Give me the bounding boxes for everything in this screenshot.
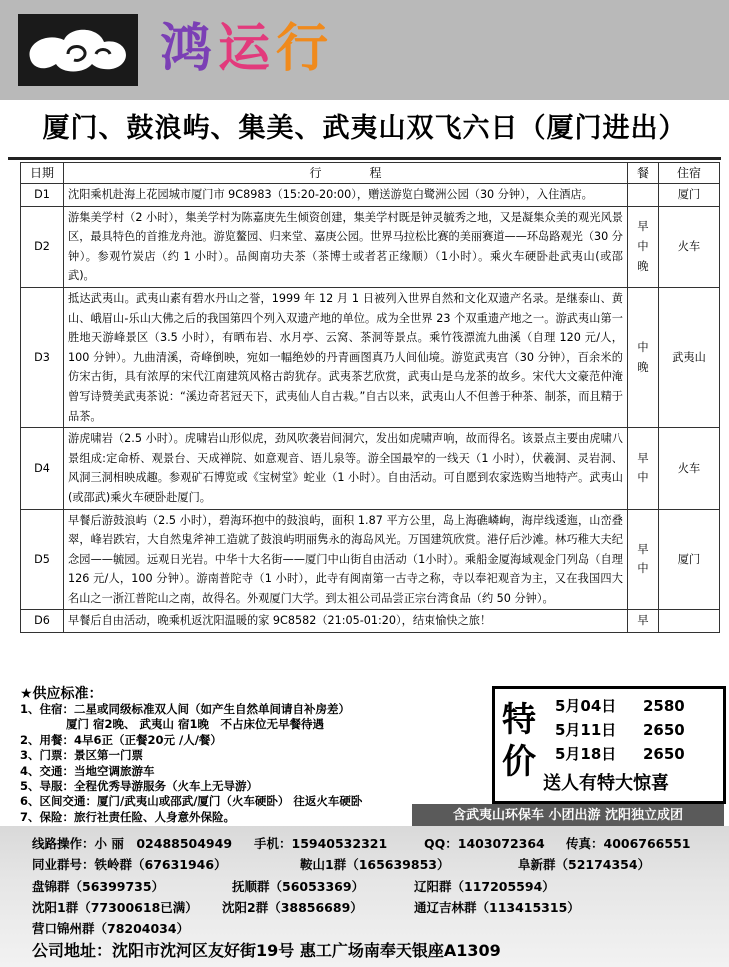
group-item: 盘锦群（56399735）	[32, 879, 165, 894]
stay-cell: 武夷山	[659, 287, 720, 427]
price-value: 2650	[643, 721, 685, 739]
desc-cell: 游集美学村（2 小时），集美学村为陈嘉庚先生倾资创建，集美学村既是钟灵毓秀之地，又是凝集众美的观光风景区，最具特色的首推龙舟池。游览鳌园、归来堂、嘉庚公园。世界马拉松比赛的美丽赛道——环岛路观光（30 分钟）。参观竹炭店（约 1 小时）。品闽南功夫茶（茶博士或者茗正缘顺）（1小时）。乘火车硬卧赴武夷山(或邵武)。	[64, 206, 628, 287]
header-stay: 住宿	[659, 163, 720, 184]
group-item: 沈阳1群（77300618已满）	[32, 900, 198, 915]
meal-cell	[628, 206, 659, 287]
supply-item: 5、导服：全程优秀导游服务（火车上无导游）	[20, 779, 258, 794]
group-item: 阜新群（52174354）	[518, 857, 651, 872]
table-row	[21, 287, 720, 427]
group-item: 抚顺群（56053369）	[232, 879, 365, 894]
meal-item: 早	[637, 220, 649, 234]
table-row	[21, 206, 720, 287]
brand-logo-text	[160, 10, 334, 88]
header-banner	[0, 0, 729, 100]
desc-cell: 早餐后游鼓浪屿（2.5 小时），碧海环抱中的鼓浪屿，面积 1.87 平方公里，岛上海礁嶙峋，海岸线逶迤，山峦叠翠，峰岩跌宕，大自然鬼斧神工造就了鼓浪屿明丽隽永的海岛风光。万国建筑欣赏。港仔后沙滩。林巧稚大夫纪念园——毓园。远观日光岩。中华十大名街——厦门中山街自由活动（1小时）。乘船金厦海域观金门列岛（自理 126 元/人，100 分钟）。游南普陀寺（1 小时），此寺有闽南第一古寺之称，寺以奉祀观音为主，又在我国四大名山之一浙江普陀山之南，故得名。外观厦门大学。到太祖公司品尝正宗台湾食品（约 50 分钟）。	[64, 509, 628, 610]
header-meal: 餐	[628, 163, 659, 184]
meal-cell	[628, 428, 659, 509]
table-row	[21, 184, 720, 207]
price-date: 5月18日	[555, 745, 617, 763]
group-item: 辽阳群（117205594）	[414, 879, 555, 894]
day-cell: D5	[21, 509, 64, 610]
meal-item: 晚	[637, 360, 649, 374]
supply-item: 4、交通：当地空调旅游车	[20, 763, 155, 778]
supply-item: 1、住宿：二星或同级标准双人间（如产生自然单间请自补房差）	[20, 702, 350, 716]
day-cell: D1	[21, 184, 64, 207]
logo-char-3: 行	[276, 19, 335, 79]
company-address: 公司地址：沈阳市沈河区友好街19号 惠工广场南奉天银座A1309	[32, 941, 501, 960]
price-date: 5月04日	[555, 697, 617, 715]
meal-item: 中	[637, 239, 649, 253]
price-row	[555, 743, 685, 764]
gift-note: 送人有特大惊喜	[543, 773, 669, 794]
fax-text: 传真：4006766551	[566, 836, 691, 851]
meal-item: 早	[637, 614, 649, 628]
special-price-label: 特价	[502, 700, 536, 782]
day-cell: D2	[21, 206, 64, 287]
table-row	[21, 509, 720, 610]
group-item: 沈阳2群（38856689）	[222, 900, 363, 915]
desc-cell: 沈阳乘机赴海上花园城市厦门市 9C8983（15:20-20:00），赠送游览白鹭洲公园（30 分钟），入住酒店。	[64, 184, 628, 207]
day-cell: D4	[21, 428, 64, 509]
meal-item: 早	[637, 542, 649, 556]
itinerary-table	[20, 162, 720, 633]
title-divider	[8, 157, 721, 160]
logo-char-1: 鸿	[160, 19, 219, 79]
meal-cell	[628, 509, 659, 610]
price-value: 2650	[643, 745, 685, 763]
day-cell: D6	[21, 610, 64, 633]
header-day: 日期	[21, 163, 64, 184]
stay-cell: 厦门	[659, 184, 720, 207]
group-item: 鞍山1群（165639853）	[300, 857, 450, 872]
meal-cell	[628, 184, 659, 207]
group-item: 同业群号：铁岭群（67631946）	[32, 857, 227, 872]
meal-item: 早	[637, 451, 649, 465]
supply-item: 3、门票：景区第一门票	[20, 748, 144, 763]
supply-item: 7、保险：旅行社责任险、人身意外保险。	[20, 809, 235, 824]
mobile-text: 手机：15940532321	[254, 836, 388, 851]
supply-title: ★供应标准：	[20, 686, 103, 702]
table-header-row	[21, 163, 720, 184]
meal-cell	[628, 610, 659, 633]
page-title: 厦门、鼓浪屿、集美、武夷山双飞六日（厦门进出）	[42, 113, 687, 144]
desc-cell: 抵达武夷山。武夷山素有碧水丹山之誉，1999 年 12 月 1 日被列入世界自然和文化双遗产名录。是继泰山、黄山、峨眉山-乐山大佛之后的我国第四个列入双遗产地的单位。成为全世界 23 个双重遗产地之一。游武夷山第一胜地天游峰景区（3.5 小时），有晒布岩、水月亭、云窝、茶洞等景点。乘竹筏漂流九曲溪（自理 120 元/人，100 分钟）。九曲清溪，奇峰倒映，宛如一幅绝妙的丹青画图真乃人间仙境。游览武夷宫（30 分钟），百余米的仿宋古街，具有浓厚的宋代江南建筑风格古韵犹存。武夷茶艺欣赏，武夷山是乌龙茶的故乡。宋代大文豪范仲淹曾写诗赞美武夷茶说：“溪边奇茗冠天下，武夷仙人自古栽。”自古以来，武夷山人不但善于种茶、制茶，而且精于品茶。	[64, 287, 628, 427]
logo-char-2: 运	[218, 19, 277, 79]
table-row	[21, 610, 720, 633]
header-itinerary: 行 程	[64, 163, 628, 184]
price-box	[492, 686, 726, 804]
meal-item: 中	[637, 340, 649, 354]
tour-banner: 含武夷山环保车 小团出游 沈阳独立成团	[412, 804, 724, 828]
price-row	[555, 719, 685, 740]
desc-cell: 早餐后自由活动，晚乘机返沈阳温暖的家 9C8582（21:05-01:20），结束愉快之旅！	[64, 610, 628, 633]
supply-item: 6、区间交通：厦门/武夷山或邵武/厦门（火车硬卧） 往返火车硬卧	[20, 794, 363, 809]
supply-item: 厦门 宿2晚、 武夷山 宿1晚 不占床位无早餐待遇	[20, 717, 325, 732]
group-item: 通辽吉林群（113415315）	[414, 900, 580, 915]
meal-item: 中	[637, 562, 649, 576]
qq-text: QQ：1403072364	[424, 836, 545, 851]
operator-text: 线路操作：小 丽 02488504949	[32, 836, 233, 851]
table-row	[21, 428, 720, 509]
stay-cell: 火车	[659, 428, 720, 509]
cloud-logo-icon	[18, 14, 138, 86]
stay-cell	[659, 610, 720, 633]
day-cell: D3	[21, 287, 64, 427]
price-value: 2580	[643, 697, 685, 715]
stay-cell: 厦门	[659, 509, 720, 610]
meal-cell	[628, 287, 659, 427]
desc-cell: 游虎啸岩（2.5 小时）。虎啸岩山形似虎，劲风吹袭岩间洞穴，发出如虎啸声响，故而得名。该景点主要由虎啸八景组成:定命桥、观景台、天成禅院、如意观音、语儿泉等。游全国最窄的一线天（1 小时），伏羲洞、灵岩洞、风洞三洞相映成趣。参观矿石博览或《宝树堂》蛇业（1 小时）。自由活动。可自愿到农家选购当地特产。武夷山(或邵武)乘火车硬卧赴厦门。	[64, 428, 628, 509]
meal-item: 晚	[637, 259, 649, 273]
group-item: 营口锦州群（78204034）	[32, 921, 190, 936]
price-date: 5月11日	[555, 721, 617, 739]
supply-item: 2、用餐：4早6正（正餐20元 /人/餐）	[20, 732, 222, 747]
price-row	[555, 695, 685, 716]
meal-item: 中	[637, 471, 649, 485]
stay-cell: 火车	[659, 206, 720, 287]
